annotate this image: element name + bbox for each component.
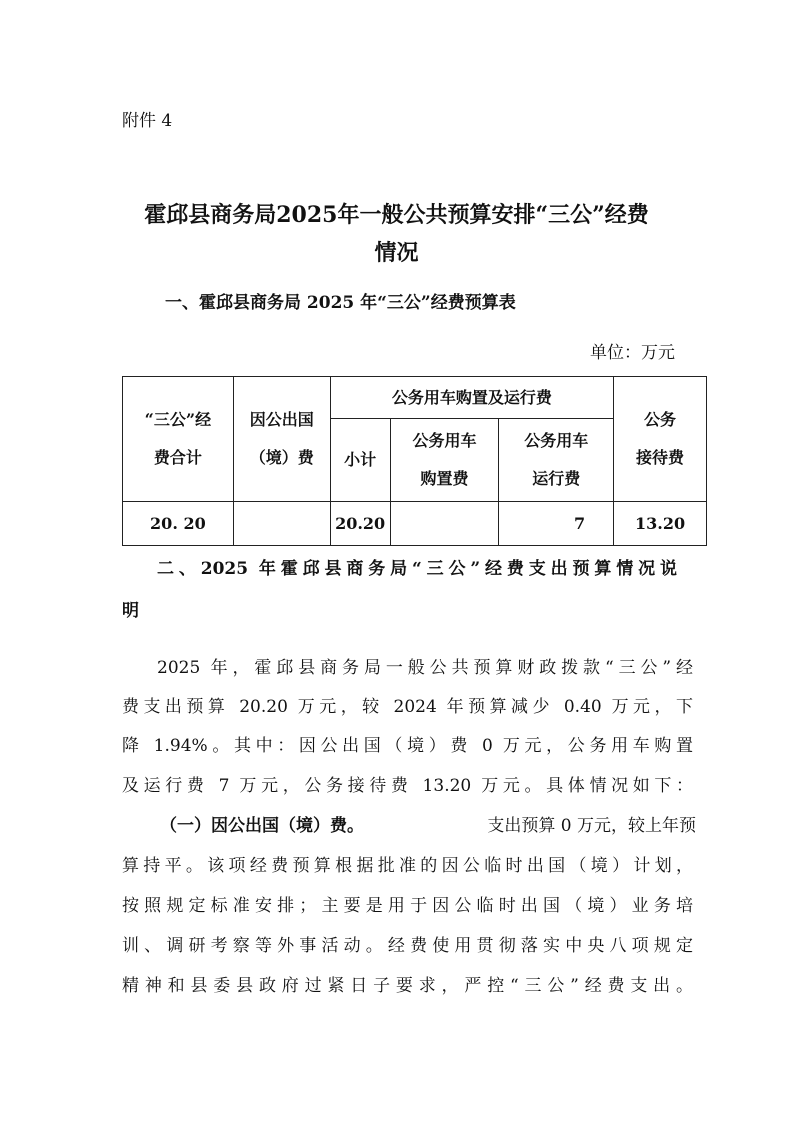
para1-line-3: 降 1.94%。其中：因公出国（境）费 0 万元，公务用车购置 — [122, 736, 693, 756]
header-purchase: 公务用车 购置费 — [390, 419, 499, 502]
document-title-line-1: 霍邱县商务局2025年一般公共预算安排“三公”经费 — [144, 202, 649, 228]
para2-line-1-text: 支出预算 0 万元，较上年预 — [487, 816, 696, 836]
cell-reception: 13.20 — [614, 502, 707, 546]
para2-heading: （一）因公出国（境）费。 — [160, 816, 364, 836]
para2-line-2: 算持平。该项经费预算根据批准的因公临时出国（境）计划， — [122, 856, 693, 876]
table-row — [123, 502, 707, 546]
para2-line-5: 精神和县委县政府过紧日子要求，严控“三公”经费支出。 — [122, 976, 693, 996]
unit-label: 单位：万元 — [590, 343, 675, 363]
para1-line-2: 费支出预算 20.20 万元，较 2024 年预算减少 0.40 万元，下 — [122, 697, 693, 717]
header-abroad: 因公出国 （境）费 — [233, 377, 330, 502]
para1-line-1: 2025 年，霍邱县商务局一般公共预算财政拨款“三公”经 — [157, 658, 693, 678]
header-subtotal: 小计 — [330, 419, 390, 502]
header-operation: 公务用车 运行费 — [499, 419, 614, 502]
cell-total: 20. 20 — [123, 502, 234, 546]
header-vehicle-group: 公务用车购置及运行费 — [330, 377, 613, 419]
section-1-heading: 一、霍邱县商务局 2025 年“三公”经费预算表 — [165, 293, 516, 313]
cell-abroad — [233, 502, 330, 546]
para1-line-4: 及运行费 7 万元，公务接待费 13.20 万元。具体情况如下： — [122, 776, 693, 796]
header-total: “三公”经 费合计 — [123, 377, 234, 502]
para2-line-4: 训、调研考察等外事活动。经费使用贯彻落实中央八项规定 — [122, 936, 693, 956]
attachment-label: 附件 4 — [122, 111, 173, 131]
budget-table — [122, 376, 707, 546]
cell-operation: 7 — [499, 502, 614, 546]
document-title-line-2: 情况 — [374, 240, 419, 266]
para2-line-1 — [160, 811, 696, 836]
section-2-heading-line-1: 二、2025 年霍邱县商务局“三公”经费支出预算情况说 — [157, 559, 677, 579]
section-2-heading-line-2: 明 — [122, 601, 139, 621]
header-reception: 公务 接待费 — [614, 377, 707, 502]
cell-subtotal: 20.20 — [330, 502, 390, 546]
cell-purchase — [390, 502, 499, 546]
para2-line-3: 按照规定标准安排；主要是用于因公临时出国（境）业务培 — [122, 896, 693, 916]
